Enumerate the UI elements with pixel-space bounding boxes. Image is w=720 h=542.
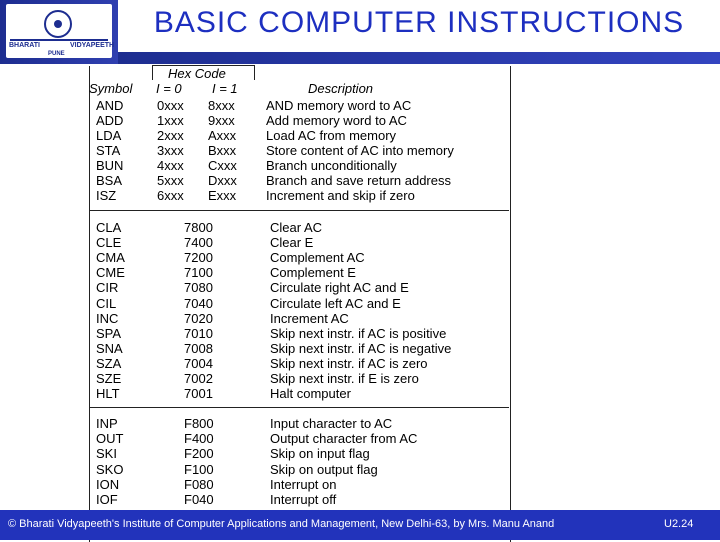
instruction-symbol: ADD [96, 113, 124, 128]
instruction-symbol: SZA [96, 355, 122, 371]
instruction-description: Interrupt off [270, 492, 337, 507]
hex-code: 7040 [184, 295, 213, 311]
section-divider [89, 407, 509, 408]
logo-bottom-text: PUNE [48, 51, 65, 57]
hex-code-direct: 4xxx [157, 158, 184, 173]
instruction-description: Add memory word to AC [266, 113, 407, 128]
page-title: BASIC COMPUTER INSTRUCTIONS [153, 6, 685, 39]
instruction-symbol: SKI [96, 446, 117, 462]
hex-code-indirect: 8xxx [208, 98, 235, 113]
hex-code-indirect: Exxx [208, 188, 237, 203]
section-divider [89, 210, 509, 211]
hex-code: F080 [184, 476, 214, 492]
instruction-description: Skip next instr. if AC is positive [270, 325, 447, 341]
instruction-symbol: CMA [96, 250, 125, 266]
hex-code: 7008 [184, 340, 213, 356]
instruction-symbol: AND [96, 98, 124, 113]
hex-code-direct: 5xxx [157, 173, 184, 188]
hex-code: F400 [184, 431, 214, 447]
instruction-symbol: SKO [96, 461, 124, 477]
instruction-symbol: ION [96, 476, 120, 492]
instruction-symbol: CLE [96, 235, 122, 251]
instruction-symbol: SZE [96, 371, 122, 386]
instruction-symbol: CLA [96, 220, 122, 235]
instruction-symbol: INC [96, 310, 119, 326]
instruction-description: Branch unconditionally [266, 158, 397, 173]
instruction-description: Increment and skip if zero [266, 188, 415, 203]
title-underline-bar [118, 52, 720, 64]
hex-code: 7010 [184, 325, 213, 341]
hex-code-indirect: Dxxx [208, 173, 237, 188]
hex-code: 7001 [184, 386, 213, 402]
instruction-description: Clear AC [270, 220, 323, 235]
header-hex-code: Hex Code [168, 66, 226, 81]
instruction-description: Load AC from memory [266, 128, 397, 143]
logo-right-text: VIDYAPEETH [70, 42, 115, 49]
instruction-description: Complement E [270, 265, 356, 281]
hex-code: 7002 [184, 371, 213, 386]
hex-code: F800 [184, 416, 214, 431]
hex-code: F200 [184, 446, 214, 462]
hex-code: 7800 [184, 220, 213, 235]
hex-code-direct: 3xxx [157, 143, 184, 158]
instruction-description: Halt computer [270, 386, 351, 402]
instruction-symbol: SPA [96, 325, 122, 341]
hex-code: 7200 [184, 250, 213, 266]
instruction-symbol: OUT [96, 431, 124, 447]
instruction-description: Store content of AC into memory [266, 143, 454, 158]
header-i1: I = 1 [212, 81, 238, 96]
instruction-description: Interrupt on [270, 476, 337, 492]
slide-number: U2.24 [664, 518, 694, 530]
instruction-symbol: INP [96, 416, 118, 431]
instruction-symbol: HLT [96, 386, 120, 402]
hex-code-indirect: 9xxx [208, 113, 235, 128]
instruction-symbol: CIL [96, 295, 117, 311]
hex-code: 7020 [184, 310, 213, 326]
hex-code-direct: 0xxx [157, 98, 184, 113]
instruction-description: Branch and save return address [266, 173, 451, 188]
instruction-symbol: SNA [96, 340, 123, 356]
footer-credit: © Bharati Vidyapeeth's Institute of Computer Applications and Management, New Delhi-63, by Mrs. Manu Anand [8, 518, 555, 530]
instruction-symbol: ISZ [96, 188, 117, 203]
hex-code: F100 [184, 461, 214, 477]
instruction-description: Input character to AC [270, 416, 393, 431]
hex-code: 7080 [184, 280, 213, 296]
hex-code-direct: 2xxx [157, 128, 184, 143]
hex-code: 7400 [184, 235, 213, 251]
instruction-description: Circulate right AC and E [270, 280, 409, 296]
instruction-description: Increment AC [270, 310, 349, 326]
hex-code-direct: 6xxx [157, 188, 184, 203]
hex-code-indirect: Bxxx [208, 143, 237, 158]
instruction-description: Skip next instr. if AC is negative [270, 340, 452, 356]
instruction-description: Complement AC [270, 250, 365, 266]
hex-code: 7004 [184, 355, 213, 371]
instruction-symbol: LDA [96, 128, 122, 143]
header-description: Description [308, 81, 374, 96]
hex-code-direct: 1xxx [157, 113, 184, 128]
instruction-symbol: CIR [96, 280, 119, 296]
instruction-symbol: BUN [96, 158, 124, 173]
instruction-description: Skip next instr. if E is zero [270, 371, 419, 386]
hex-code-indirect: Axxx [208, 128, 237, 143]
instruction-description: Skip on output flag [270, 461, 378, 477]
instruction-description: Circulate left AC and E [270, 295, 401, 311]
instruction-description: Skip next instr. if AC is zero [270, 355, 428, 371]
hex-code: 7100 [184, 265, 213, 281]
hex-code-indirect: Cxxx [208, 158, 237, 173]
instruction-symbol: CME [96, 265, 125, 281]
emblem-icon [44, 10, 72, 38]
instruction-description: AND memory word to AC [266, 98, 412, 113]
instruction-description: Skip on input flag [270, 446, 370, 462]
logo-left-text: BHARATI [9, 42, 40, 49]
institute-logo [6, 4, 115, 58]
instruction-symbol: STA [96, 143, 121, 158]
header-symbol: Symbol [89, 81, 133, 96]
instruction-description: Output character from AC [270, 431, 418, 447]
instruction-description: Clear E [270, 235, 314, 251]
hex-code: F040 [184, 492, 214, 507]
slide-header [0, 0, 720, 70]
instruction-symbol: BSA [96, 173, 123, 188]
instruction-symbol: IOF [96, 492, 118, 507]
header-i0: I = 0 [156, 81, 182, 96]
